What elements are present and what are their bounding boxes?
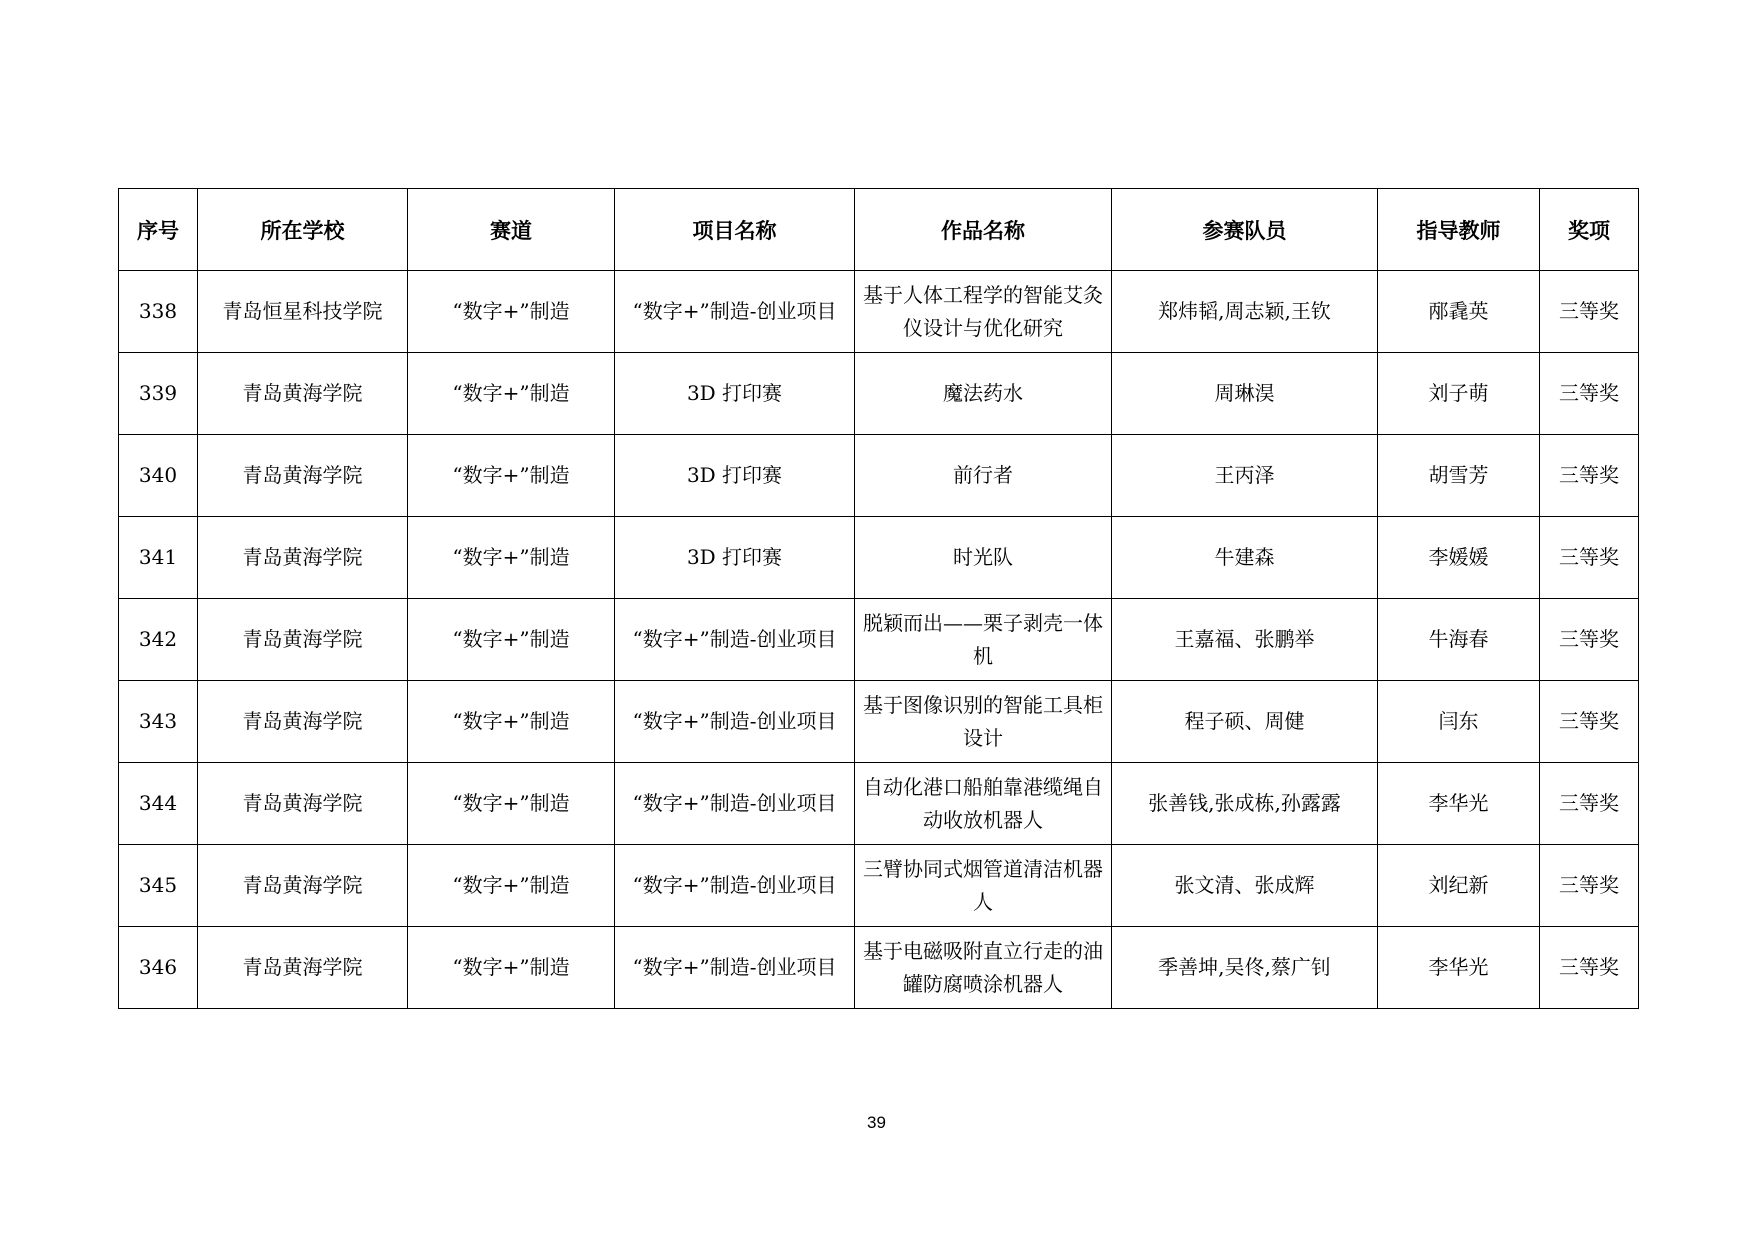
table-row: [119, 845, 1639, 927]
cell-award: 三等奖: [1540, 681, 1639, 763]
cell-work-name: 魔法药水: [855, 353, 1112, 435]
cell-track: “数字+”制造: [408, 599, 615, 681]
cell-award: 三等奖: [1540, 927, 1639, 1009]
cell-award: 三等奖: [1540, 271, 1639, 353]
cell-team-members: 王嘉福、张鹏举: [1112, 599, 1378, 681]
cell-serial-number: 338: [119, 271, 198, 353]
cell-serial-number: 344: [119, 763, 198, 845]
cell-school: 青岛黄海学院: [198, 517, 408, 599]
cell-work-name: 前行者: [855, 435, 1112, 517]
cell-school: 青岛黄海学院: [198, 353, 408, 435]
cell-team-members: 程子硕、周健: [1112, 681, 1378, 763]
cell-team-members: 王丙泽: [1112, 435, 1378, 517]
cell-school: 青岛黄海学院: [198, 845, 408, 927]
cell-track: “数字+”制造: [408, 353, 615, 435]
cell-track: “数字+”制造: [408, 681, 615, 763]
cell-school: 青岛黄海学院: [198, 435, 408, 517]
cell-school: 青岛黄海学院: [198, 599, 408, 681]
cell-advisor: 刘子萌: [1378, 353, 1540, 435]
awards-table: [118, 188, 1639, 1009]
cell-advisor: 胡雪芳: [1378, 435, 1540, 517]
cell-school: 青岛黄海学院: [198, 763, 408, 845]
cell-advisor: 刘纪新: [1378, 845, 1540, 927]
cell-school: 青岛黄海学院: [198, 927, 408, 1009]
header-school: 所在学校: [198, 189, 408, 271]
cell-track: “数字+”制造: [408, 927, 615, 1009]
cell-team-members: 张善钱,张成栋,孙露露: [1112, 763, 1378, 845]
cell-award: 三等奖: [1540, 353, 1639, 435]
cell-school: 青岛恒星科技学院: [198, 271, 408, 353]
cell-team-members: 牛建森: [1112, 517, 1378, 599]
table-row: [119, 599, 1639, 681]
header-work-name: 作品名称: [855, 189, 1112, 271]
cell-serial-number: 340: [119, 435, 198, 517]
cell-work-name: 基于人体工程学的智能艾灸仪设计与优化研究: [855, 271, 1112, 353]
table-row: [119, 435, 1639, 517]
header-track: 赛道: [408, 189, 615, 271]
cell-work-name: 三臂协同式烟管道清洁机器人: [855, 845, 1112, 927]
cell-award: 三等奖: [1540, 599, 1639, 681]
cell-advisor: 闫东: [1378, 681, 1540, 763]
cell-work-name: 自动化港口船舶靠港缆绳自动收放机器人: [855, 763, 1112, 845]
cell-serial-number: 346: [119, 927, 198, 1009]
cell-serial-number: 342: [119, 599, 198, 681]
cell-advisor: 李华光: [1378, 927, 1540, 1009]
cell-advisor: 牛海春: [1378, 599, 1540, 681]
header-award: 奖项: [1540, 189, 1639, 271]
cell-work-name: 基于图像识别的智能工具柜设计: [855, 681, 1112, 763]
table-row: [119, 517, 1639, 599]
header-advisor: 指导教师: [1378, 189, 1540, 271]
cell-project-name: “数字+”制造-创业项目: [615, 271, 855, 353]
cell-team-members: 周琳淏: [1112, 353, 1378, 435]
header-team-members: 参赛队员: [1112, 189, 1378, 271]
header-serial-number: 序号: [119, 189, 198, 271]
cell-team-members: 郑炜韬,周志颖,王钦: [1112, 271, 1378, 353]
cell-serial-number: 345: [119, 845, 198, 927]
cell-track: “数字+”制造: [408, 435, 615, 517]
cell-project-name: “数字+”制造-创业项目: [615, 681, 855, 763]
cell-track: “数字+”制造: [408, 517, 615, 599]
cell-project-name: 3D 打印赛: [615, 435, 855, 517]
cell-advisor: 邴毳英: [1378, 271, 1540, 353]
cell-project-name: “数字+”制造-创业项目: [615, 927, 855, 1009]
cell-project-name: 3D 打印赛: [615, 353, 855, 435]
header-project-name: 项目名称: [615, 189, 855, 271]
cell-award: 三等奖: [1540, 517, 1639, 599]
cell-award: 三等奖: [1540, 435, 1639, 517]
cell-project-name: “数字+”制造-创业项目: [615, 845, 855, 927]
cell-award: 三等奖: [1540, 763, 1639, 845]
cell-work-name: 脱颖而出——栗子剥壳一体机: [855, 599, 1112, 681]
cell-serial-number: 341: [119, 517, 198, 599]
cell-project-name: 3D 打印赛: [615, 517, 855, 599]
cell-serial-number: 339: [119, 353, 198, 435]
table-header-row: [119, 189, 1639, 271]
table-row: [119, 927, 1639, 1009]
cell-award: 三等奖: [1540, 845, 1639, 927]
cell-work-name: 时光队: [855, 517, 1112, 599]
table-row: [119, 271, 1639, 353]
table-row: [119, 681, 1639, 763]
cell-project-name: “数字+”制造-创业项目: [615, 763, 855, 845]
cell-project-name: “数字+”制造-创业项目: [615, 599, 855, 681]
cell-serial-number: 343: [119, 681, 198, 763]
cell-team-members: 季善坤,吴佟,蔡广钊: [1112, 927, 1378, 1009]
cell-team-members: 张文清、张成辉: [1112, 845, 1378, 927]
page-number: 39: [867, 1113, 886, 1132]
table-row: [119, 353, 1639, 435]
cell-advisor: 李媛媛: [1378, 517, 1540, 599]
cell-track: “数字+”制造: [408, 763, 615, 845]
table-row: [119, 763, 1639, 845]
cell-school: 青岛黄海学院: [198, 681, 408, 763]
cell-track: “数字+”制造: [408, 845, 615, 927]
cell-work-name: 基于电磁吸附直立行走的油罐防腐喷涂机器人: [855, 927, 1112, 1009]
cell-advisor: 李华光: [1378, 763, 1540, 845]
cell-track: “数字+”制造: [408, 271, 615, 353]
